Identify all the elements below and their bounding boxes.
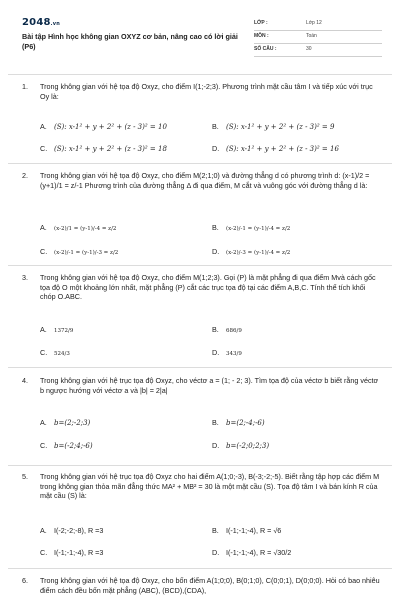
question-text: Trong không gian với hệ trục tọa độ Oxyz cho hai điểm A(1;0;-3), B(-3;-2;-5). Biết rằng tập hợp các điểm M trong không gian thỏa mãn đẳng thức MA² + MB² = 30 là một mặt cầu (S). Tọa độ tâm I và bán kính R của mặt cầu (S) là: [40,472,380,500]
document-header [22,14,382,64]
option-label: D. [212,548,220,557]
option-label: B. [212,122,219,131]
option-text: I(-1;-1;-4), R = √30/2 [226,548,292,557]
option-text: b=(-2;0;2;3) [226,442,270,450]
option-text: 343/9 [226,351,242,357]
option-label: B. [212,325,219,334]
option-c[interactable] [40,348,70,357]
option-b[interactable] [212,526,281,535]
option-label: C. [40,548,48,557]
meta-key: LỚP : [254,20,268,26]
option-label: B. [212,418,219,427]
divider [8,465,392,466]
question-text: Trong không gian với hệ tọa độ Oxyz, cho bốn điểm A(1;0;0), B(0;1;0), C(0;0;1), D(0;0;0). Hỏi có bao nhiêu điểm cách đều bốn mặt phẳng (ABC), (BCD),(CDA), [40,576,380,595]
question-text: Trong không gian với hệ trục tọa độ Oxyz, cho véctơ a = (1; - 2; 3). Tìm tọa độ của véctơ b biết rằng véctơ b ngược hướng với véctơ a và |b| = 2|a| [40,376,379,395]
meta-row-class [254,18,382,31]
option-text: b=(2;-2;3) [54,419,91,427]
meta-row-count [254,44,382,57]
option-text: (x-2)/-1 = (y-1)/-4 = z/2 [226,226,291,232]
option-d[interactable] [212,247,290,256]
option-d[interactable] [212,348,242,357]
option-a[interactable] [40,122,167,131]
option-text: I(-1;-1;-4), R =3 [54,548,104,557]
option-text: b=(-2;4;-6) [54,442,93,450]
option-text: (x-2)/1 = (y-1)/-4 = z/2 [54,226,117,232]
option-label: A. [40,418,47,427]
option-label: C. [40,144,48,153]
meta-value: Lớp 12 [306,20,322,26]
question-number: 4. [22,376,28,385]
logo-text: 2048 [22,17,51,28]
option-text: (S): x-1² + y + 2² + (z - 3)² = 10 [54,123,167,131]
logo-suffix: .vn [50,21,60,27]
divider [8,367,392,368]
option-a[interactable] [40,223,116,232]
option-label: C. [40,247,48,256]
option-text: I(-1;-1;-4), R = √6 [226,526,282,535]
option-b[interactable] [212,325,242,334]
meta-row-subject [254,31,382,44]
option-label: C. [40,348,48,357]
option-c[interactable] [40,441,93,450]
divider [8,163,392,164]
option-label: A. [40,223,47,232]
option-text: (x-2)/-1 = (y-1)/-3 = z/2 [54,250,119,256]
question-number: 1. [22,82,28,91]
option-label: D. [212,441,220,450]
question-number: 3. [22,273,28,282]
option-a[interactable] [40,325,73,334]
option-c[interactable] [40,548,103,557]
option-text: 1372/9 [54,328,74,334]
option-label: D. [212,247,220,256]
option-a[interactable] [40,418,90,427]
divider [8,568,392,569]
option-text: I(-2;-2;-8), R =3 [54,526,104,535]
option-text: (S): x-1² + y + 2² + (z - 3)² = 16 [226,145,339,153]
document-title: Bài tập Hình học không gian OXYZ cơ bản, nâng cao có lời giải (P6) [22,32,238,51]
option-d[interactable] [212,441,269,450]
option-b[interactable] [212,418,265,427]
option-text: (x-2)/-3 = (y-1)/-4 = z/2 [226,250,291,256]
option-text: 524/3 [54,351,70,357]
question-number: 5. [22,472,28,481]
meta-key: SỐ CÂU : [254,46,277,52]
option-label: A. [40,325,47,334]
option-d[interactable] [212,144,339,153]
option-text: (S): x-1² + y + 2² + (z - 3)² = 9 [226,123,335,131]
divider [8,74,392,75]
option-label: D. [212,348,220,357]
option-c[interactable] [40,144,167,153]
question-number: 2. [22,171,28,180]
meta-value: 30 [306,46,312,52]
question-text: Trong không gian với hệ tọa độ Oxyz, cho điểm M(1;2;3). Gọi (P) là mặt phẳng đi qua điểm Mvà cách gốc tọa độ O một khoảng lớn nhất, mặt phẳng (P) cắt các trục tọa độ tại các điểm A,B,C. Tính thể tích khối chóp O.ABC. [40,273,376,301]
meta-value: Toán [306,33,317,39]
option-d[interactable] [212,548,291,557]
option-text: b=(2;-4;-6) [226,419,265,427]
option-b[interactable] [212,122,334,131]
option-b[interactable] [212,223,290,232]
option-label: C. [40,441,48,450]
option-label: A. [40,526,47,535]
option-c[interactable] [40,247,118,256]
option-text: 686/9 [226,328,242,334]
option-text: (S): x-1² + y + 2² + (z - 3)² = 18 [54,145,167,153]
meta-key: MÔN : [254,33,269,39]
option-a[interactable] [40,526,103,535]
option-label: B. [212,526,219,535]
divider [8,265,392,266]
meta-table [254,18,382,57]
question-number: 6. [22,576,28,585]
option-label: D. [212,144,220,153]
option-label: A. [40,122,47,131]
question-text: Trong không gian với hệ tọa độ Oxyz, cho điểm I(1;-2;3). Phương trình mặt cầu tâm I và tiếp xúc với trục Oy là: [40,82,373,101]
site-logo[interactable] [22,17,60,28]
option-label: B. [212,223,219,232]
question-text: Trong không gian với hệ tọa độ Oxyz, cho điểm M(2;1;0) và đường thẳng d có phương trình d: (x-1)/2 = (y+1)/1 = z/-1 Phương trình của đường thẳng Δ đi qua điểm, M cắt và vuông góc với đường thẳng d là: [40,171,370,190]
